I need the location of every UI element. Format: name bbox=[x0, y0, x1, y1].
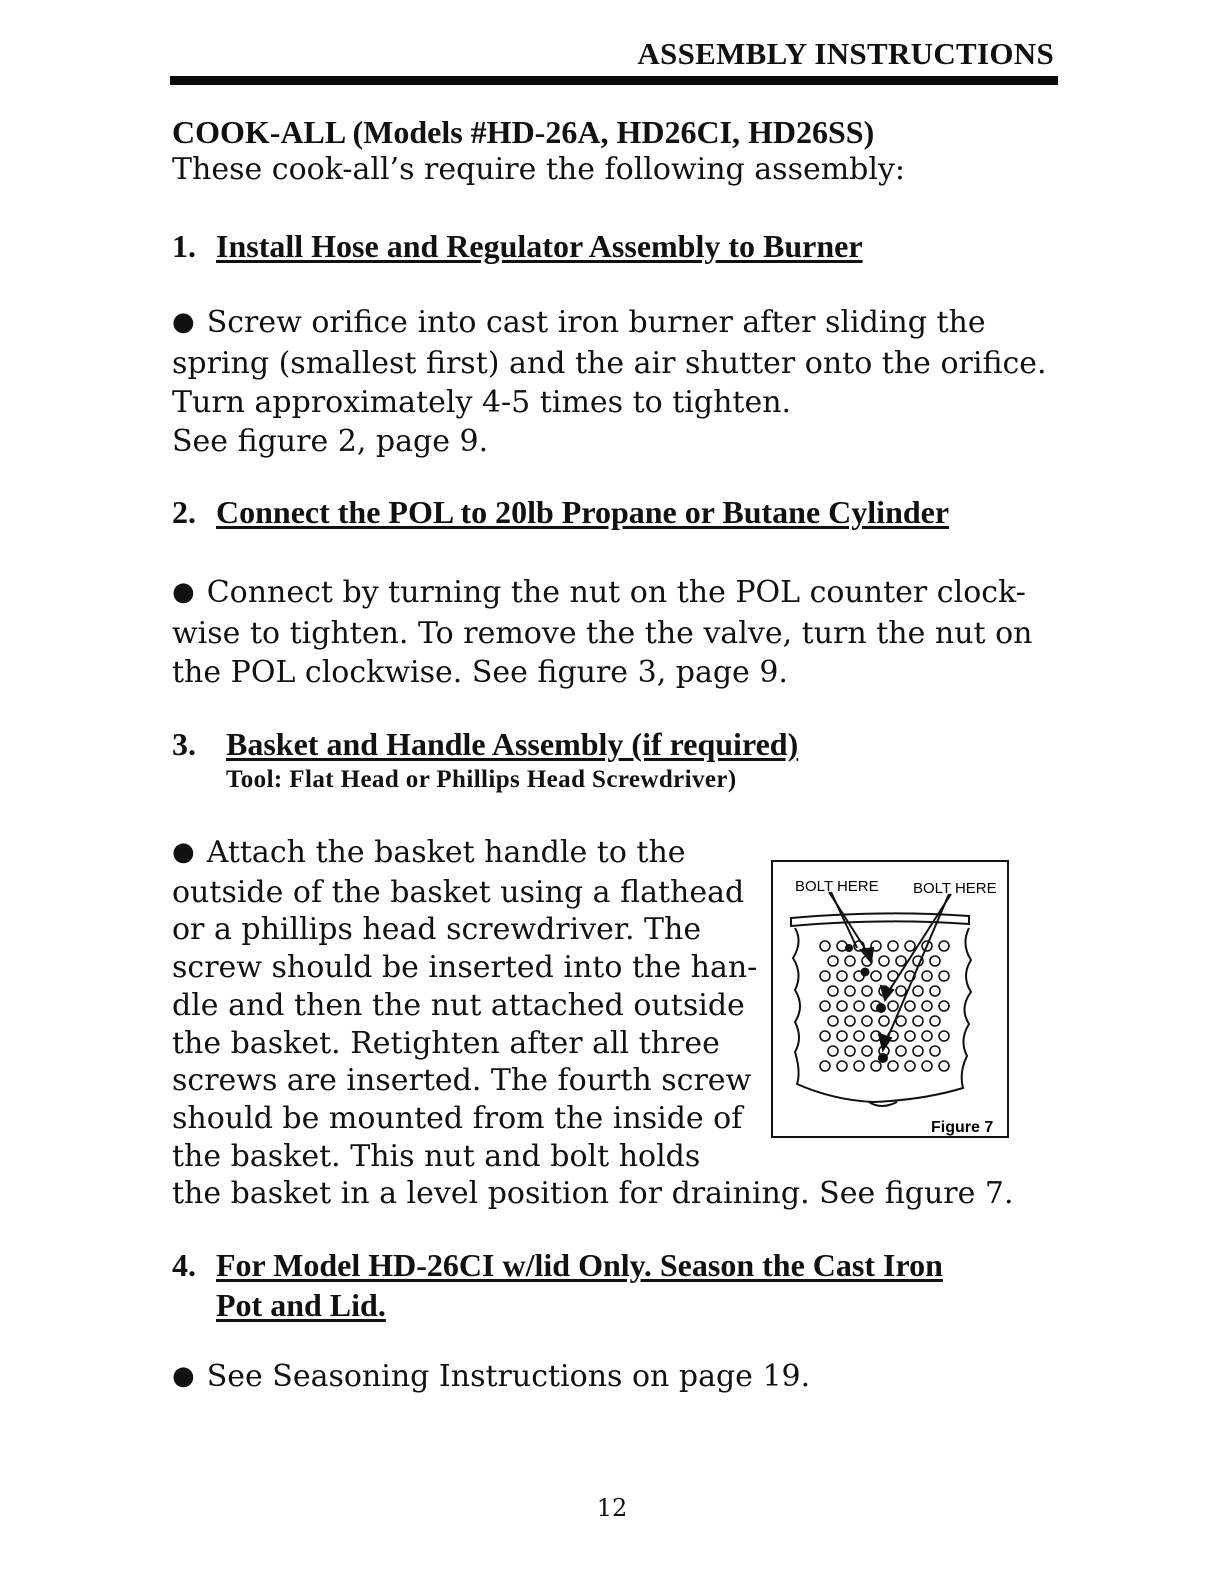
body-line: or a phillips head screwdriver. The bbox=[172, 912, 702, 948]
basket-hole bbox=[828, 1046, 838, 1056]
basket-hole bbox=[905, 1061, 915, 1071]
bolt-label-left: BOLT HERE bbox=[795, 878, 879, 895]
basket-hole bbox=[854, 1061, 864, 1071]
basket-hole bbox=[896, 1046, 906, 1056]
basket-hole bbox=[828, 1016, 838, 1026]
basket-hole bbox=[922, 1001, 932, 1011]
basket-hole bbox=[939, 1001, 949, 1011]
basket-hole bbox=[837, 1001, 847, 1011]
basket-hole bbox=[862, 1046, 872, 1056]
basket-hole bbox=[930, 956, 940, 966]
basket-hole bbox=[939, 1061, 949, 1071]
basket-hole bbox=[905, 941, 915, 951]
bullet-icon: ● bbox=[172, 577, 195, 607]
basket-hole bbox=[905, 1031, 915, 1041]
basket-hole bbox=[939, 941, 949, 951]
bolt-dot bbox=[876, 1003, 886, 1013]
basket-hole bbox=[828, 986, 838, 996]
step-1-body bbox=[172, 303, 1047, 461]
basket-hole bbox=[854, 1031, 864, 1041]
body-line: Connect by turning the nut on the POL counter clock- bbox=[206, 575, 1026, 610]
basket-hole bbox=[837, 1031, 847, 1041]
body-line: Screw orifice into cast iron burner after sliding the bbox=[206, 305, 986, 340]
basket-hole bbox=[939, 971, 949, 981]
basket-hole bbox=[896, 1016, 906, 1026]
body-line: dle and then the nut attached outside bbox=[172, 987, 745, 1023]
body-line: outside of the basket using a flathead bbox=[172, 874, 745, 910]
bullet-icon: ● bbox=[172, 307, 195, 337]
basket-hole bbox=[879, 956, 889, 966]
body-line: See figure 2, page 9. bbox=[172, 424, 489, 459]
basket-hole bbox=[930, 1016, 940, 1026]
body-line: Turn approximately 4-5 times to tighten. bbox=[172, 385, 792, 420]
body-line: screw should be inserted into the han- bbox=[172, 950, 758, 986]
basket-hole bbox=[845, 1016, 855, 1026]
bolt-dot bbox=[878, 1053, 888, 1063]
step-title: Connect the POL to 20lb Propane or Butane Cylinder bbox=[216, 494, 950, 530]
basket-hole bbox=[837, 971, 847, 981]
section-title: COOK-ALL (Models #HD-26A, HD26CI, HD26SS) bbox=[172, 114, 875, 150]
body-line: the basket. Retighten after all three bbox=[172, 1025, 720, 1061]
basket-hole bbox=[820, 1031, 830, 1041]
basket-hole bbox=[862, 1016, 872, 1026]
basket-hole bbox=[854, 1001, 864, 1011]
basket-hole bbox=[905, 1001, 915, 1011]
step-title: Install Hose and Regulator Assembly to Burner bbox=[216, 228, 863, 264]
basket-hole bbox=[828, 956, 838, 966]
step-number: 2. bbox=[172, 494, 196, 530]
basket-hole bbox=[837, 1061, 847, 1071]
step-2-body bbox=[172, 573, 1033, 692]
step-2-heading bbox=[172, 494, 949, 531]
basket-hole bbox=[845, 1046, 855, 1056]
basket-body bbox=[793, 928, 971, 1102]
basket-hole bbox=[896, 986, 906, 996]
bolt-dot bbox=[861, 968, 870, 977]
bolt-dot bbox=[845, 944, 853, 952]
step-title: Basket and Handle Assembly (if required) bbox=[226, 726, 799, 762]
tool-note: Tool: Flat Head or Phillips Head Screwdriver) bbox=[226, 766, 737, 793]
step-title: For Model HD-26CI w/lid Only. Season the Cast Iron bbox=[216, 1247, 943, 1283]
body-line: the basket. This nut and bolt holds bbox=[172, 1138, 701, 1174]
basket-hole bbox=[888, 1061, 898, 1071]
body-line: spring (smallest first) and the air shutter onto the orifice. bbox=[172, 346, 1047, 381]
step-4-body bbox=[172, 1357, 810, 1398]
basket-hole bbox=[922, 1061, 932, 1071]
step-number: 1. bbox=[172, 228, 196, 264]
basket-hole bbox=[913, 1046, 923, 1056]
basket-hole bbox=[888, 1001, 898, 1011]
bolt-label-right: BOLT HERE bbox=[913, 880, 997, 897]
basket-hole bbox=[913, 986, 923, 996]
body-line: the basket in a level position for draining. See figure 7. bbox=[172, 1176, 1014, 1212]
body-line: the POL clockwise. See figure 3, page 9. bbox=[172, 655, 788, 690]
basket-hole bbox=[845, 956, 855, 966]
basket-hole bbox=[930, 1046, 940, 1056]
basket-hole bbox=[871, 971, 881, 981]
basket-hole bbox=[888, 941, 898, 951]
intro-text: These cook-all’s require the following assembly: bbox=[172, 152, 906, 187]
basket-rim bbox=[791, 913, 969, 926]
body-line: wise to tighten. To remove the the valve, turn the nut on bbox=[172, 616, 1033, 651]
step-title-cont: Pot and Lid. bbox=[216, 1287, 386, 1323]
page-number: 12 bbox=[596, 1494, 628, 1522]
body-line: See Seasoning Instructions on page 19. bbox=[206, 1359, 811, 1394]
basket-hole bbox=[879, 1016, 889, 1026]
basket-hole bbox=[820, 1061, 830, 1071]
basket-hole bbox=[820, 1001, 830, 1011]
basket-hole bbox=[845, 986, 855, 996]
basket-hole bbox=[896, 956, 906, 966]
bullet-icon: ● bbox=[172, 837, 195, 867]
basket-hole bbox=[820, 941, 830, 951]
basket-hole bbox=[820, 971, 830, 981]
bullet-icon: ● bbox=[172, 1361, 195, 1391]
body-line: should be mounted from the inside of bbox=[172, 1100, 743, 1136]
figure-7 bbox=[771, 860, 1009, 1138]
step-4-heading bbox=[172, 1245, 943, 1325]
header-rule bbox=[170, 76, 1058, 85]
basket-hole bbox=[939, 1031, 949, 1041]
step-3-heading bbox=[172, 726, 798, 763]
step-number: 4. bbox=[172, 1247, 196, 1283]
body-line: Attach the basket handle to the bbox=[206, 835, 686, 870]
basket-hole bbox=[862, 986, 872, 996]
header-title: ASSEMBLY INSTRUCTIONS bbox=[637, 36, 1054, 71]
basket-hole bbox=[922, 1031, 932, 1041]
basket-hole bbox=[913, 1016, 923, 1026]
body-line: screws are inserted. The fourth screw bbox=[172, 1063, 752, 1099]
basket-hole bbox=[922, 971, 932, 981]
basket-hole bbox=[930, 986, 940, 996]
step-1-heading bbox=[172, 228, 863, 265]
step-number: 3. bbox=[172, 726, 196, 762]
figure-caption: Figure 7 bbox=[931, 1119, 994, 1136]
basket-diagram-icon bbox=[773, 862, 1007, 1136]
basket-hole bbox=[871, 1061, 881, 1071]
